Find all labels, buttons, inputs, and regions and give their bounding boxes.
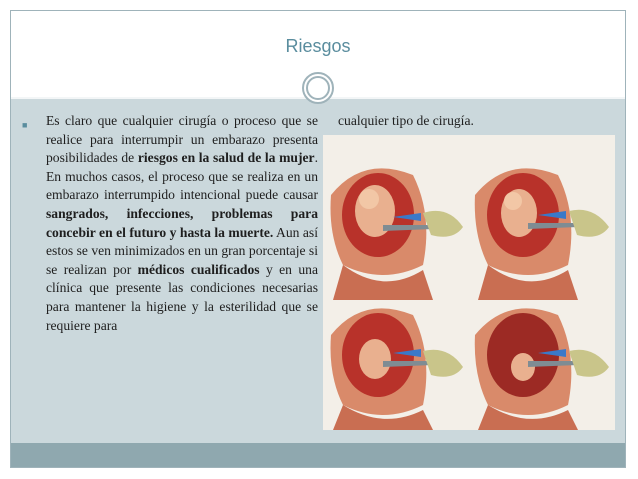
bold-risks: riesgos en la salud de la mujer bbox=[137, 150, 315, 166]
slide-title: Riesgos bbox=[285, 36, 351, 56]
body-paragraph bbox=[46, 112, 318, 335]
body-text-3: Aun así estos se ven minimizados en un gran porcentaje si se realizan por bbox=[46, 224, 318, 277]
body-text-1: Es claro que cualquier cirugía o proceso que se realice para interrumpir un embarazo presenta posibilidades de bbox=[46, 113, 318, 166]
body-continuation: cualquier tipo de cirugía. bbox=[338, 113, 474, 128]
bold-complications: sangrados, infecciones, problemas para concebir en el futuro y hasta la muerte. bbox=[46, 205, 318, 240]
bold-qualified-doctors: médicos cualificados bbox=[137, 261, 260, 277]
square-bullet-icon: ■ bbox=[22, 120, 28, 130]
body-text-4: y en una clínica que presente las condiciones necesarias para mantener la higiene y la esterilidad que se requiere para bbox=[46, 261, 318, 333]
ring-ornament-inner-icon bbox=[306, 76, 330, 100]
body-text-2: . En muchos casos, el proceso que se realiza en un embarazo interrumpido intencional puede causar bbox=[46, 150, 318, 203]
procedure-illustration bbox=[323, 135, 615, 430]
